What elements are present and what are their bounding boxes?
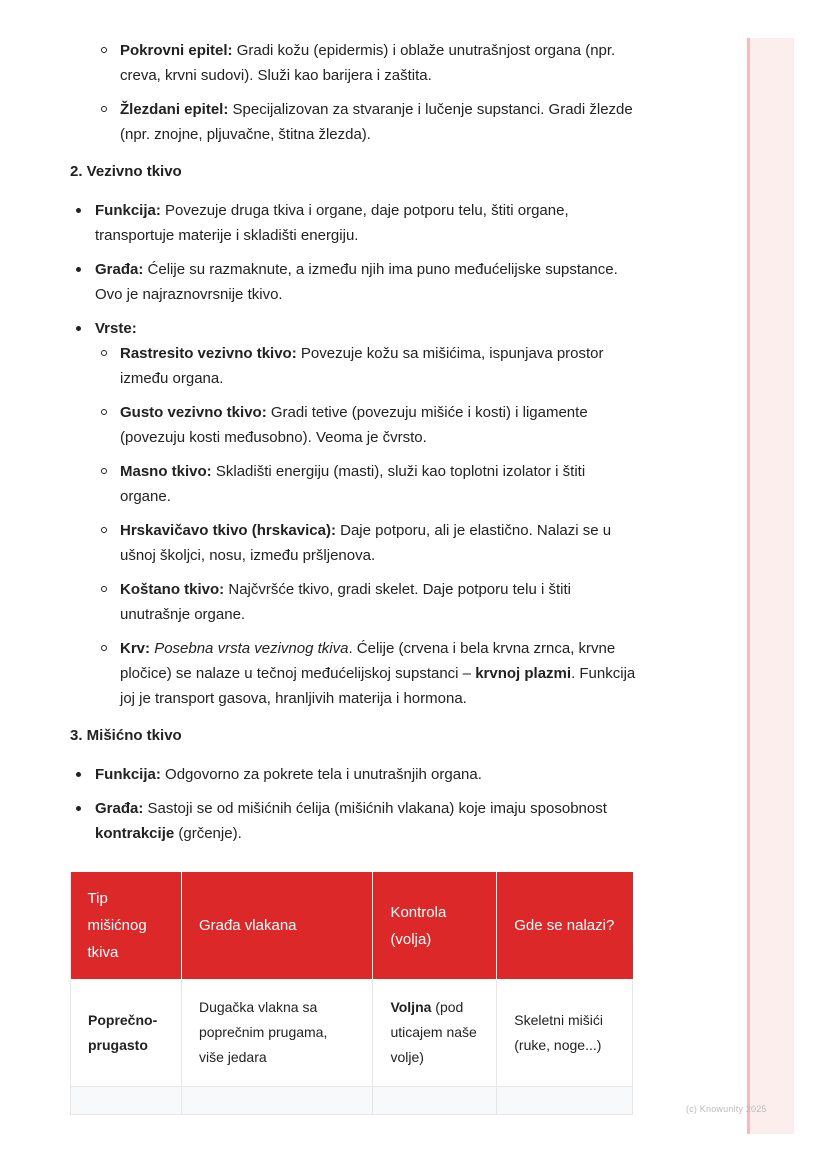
list-item: Vrste: Rastresito vezivno tkivo: Povezuje kožu sa mišićima, ispunjava prostor između organa. Gusto vezivno tkivo: Gradi tetive (povezuju mišiće i kosti) i ligamente (povezuju kosti međusobno). Veoma je čvrsto. Masno tkivo: Skladišti energiju (masti), služi kao toplotni izolator i štiti organe. Hrskavičavo tkivo (hrskavica): Daje potporu, ali je elastično. Nalazi se u ušnoj školjci, nosu, između pršljenova. Koštano tkivo: Najčvršće tkivo, gradi skelet. Daje potporu telu i štiti unutrašnje organe. Krv: Posebna vrsta vezivnog tkiva. Ćelije (crvena i bela krvna zrnca, krvne pločice) se nalaze u tečnoj međućelijskoj supstanci – krvnoj plazmi. Funkcija joj je transport gasova, hranljivih materija i hormona. <box>70 316 640 711</box>
section-heading-vezivno: 2. Vezivno tkivo <box>70 163 182 180</box>
table-cell <box>71 1087 182 1115</box>
list-item: Građa: Ćelije su razmaknute, a između njih ima puno međućelijske supstance. Ovo je najraznovrsnije tkivo. <box>70 257 640 307</box>
side-margin-band <box>747 38 794 1134</box>
section-heading-misicno: 3. Mišićno tkivo <box>70 727 182 744</box>
table-header-cell: Građa vlakana <box>181 872 372 979</box>
list-item: Krv: Posebna vrsta vezivnog tkiva. Ćelije (crvena i bela krvna zrnca, krvne pločice) se nalaze u tečnoj međućelijskoj supstanci – krvnoj plazmi. Funkcija joj je transport gasova, hranljivih materija i hormona. <box>95 636 640 711</box>
table-cell <box>497 1087 633 1115</box>
muscle-tissue-table <box>70 872 633 1115</box>
list-item: Rastresito vezivno tkivo: Povezuje kožu sa mišićima, ispunjava prostor između organa. <box>95 341 640 391</box>
table-header-cell: Gde se nalazi? <box>497 872 633 979</box>
list-item: Masno tkivo: Skladišti energiju (masti), služi kao toplotni izolator i štiti organe. <box>95 459 640 509</box>
list-item: Funkcija: Povezuje druga tkiva i organe, daje potporu telu, štiti organe, transportuje materije i skladišti energiju. <box>70 198 640 248</box>
list-item: Građa: Sastoji se od mišićnih ćelija (mišićnih vlakana) koje imaju sposobnost kontrakcije (grčenje). <box>70 796 640 846</box>
table-header-cell: Kontrola (volja) <box>373 872 497 979</box>
table-row <box>71 979 633 1087</box>
epitel-list <box>70 38 640 147</box>
watermark: (c) Knowunity 2025 <box>686 1104 767 1114</box>
table-header-row <box>71 872 633 979</box>
list-item: Gusto vezivno tkivo: Gradi tetive (povezuju mišiće i kosti) i ligamente (povezuju kosti međusobno). Veoma je čvrsto. <box>95 400 640 450</box>
table-cell <box>181 1087 372 1115</box>
list-item: Žlezdani epitel: Specijalizovan za stvaranje i lučenje supstanci. Gradi žlezde (npr. znojne, pljuvačne, štitna žlezda). <box>70 97 640 147</box>
list-item: Funkcija: Odgovorno za pokrete tela i unutrašnjih organa. <box>70 762 640 787</box>
table-cell: Poprečno-prugasto <box>71 979 182 1087</box>
list-item: Hrskavičavo tkivo (hrskavica): Daje potporu, ali je elastično. Nalazi se u ušnoj školjci, nosu, između pršljenova. <box>95 518 640 568</box>
list-item: Koštano tkivo: Najčvršće tkivo, gradi skelet. Daje potporu telu i štiti unutrašnje organe. <box>95 577 640 627</box>
vrste-list <box>95 341 640 711</box>
list-item: Pokrovni epitel: Gradi kožu (epidermis) i oblaže unutrašnjost organa (npr. creva, krvni sudovi). Služi kao barijera i zaštita. <box>70 38 640 88</box>
table-cell: Skeletni mišići (ruke, noge...) <box>497 979 633 1087</box>
table-cell: Dugačka vlakna sa poprečnim prugama, više jedara <box>181 979 372 1087</box>
table-row <box>71 1087 633 1115</box>
table-cell: Voljna (pod uticajem naše volje) <box>373 979 497 1087</box>
misicno-list <box>70 762 640 846</box>
vezivno-list <box>70 198 640 711</box>
table-cell <box>373 1087 497 1115</box>
table-header-cell: Tip mišićnog tkiva <box>71 872 182 979</box>
document-content <box>70 0 640 1115</box>
